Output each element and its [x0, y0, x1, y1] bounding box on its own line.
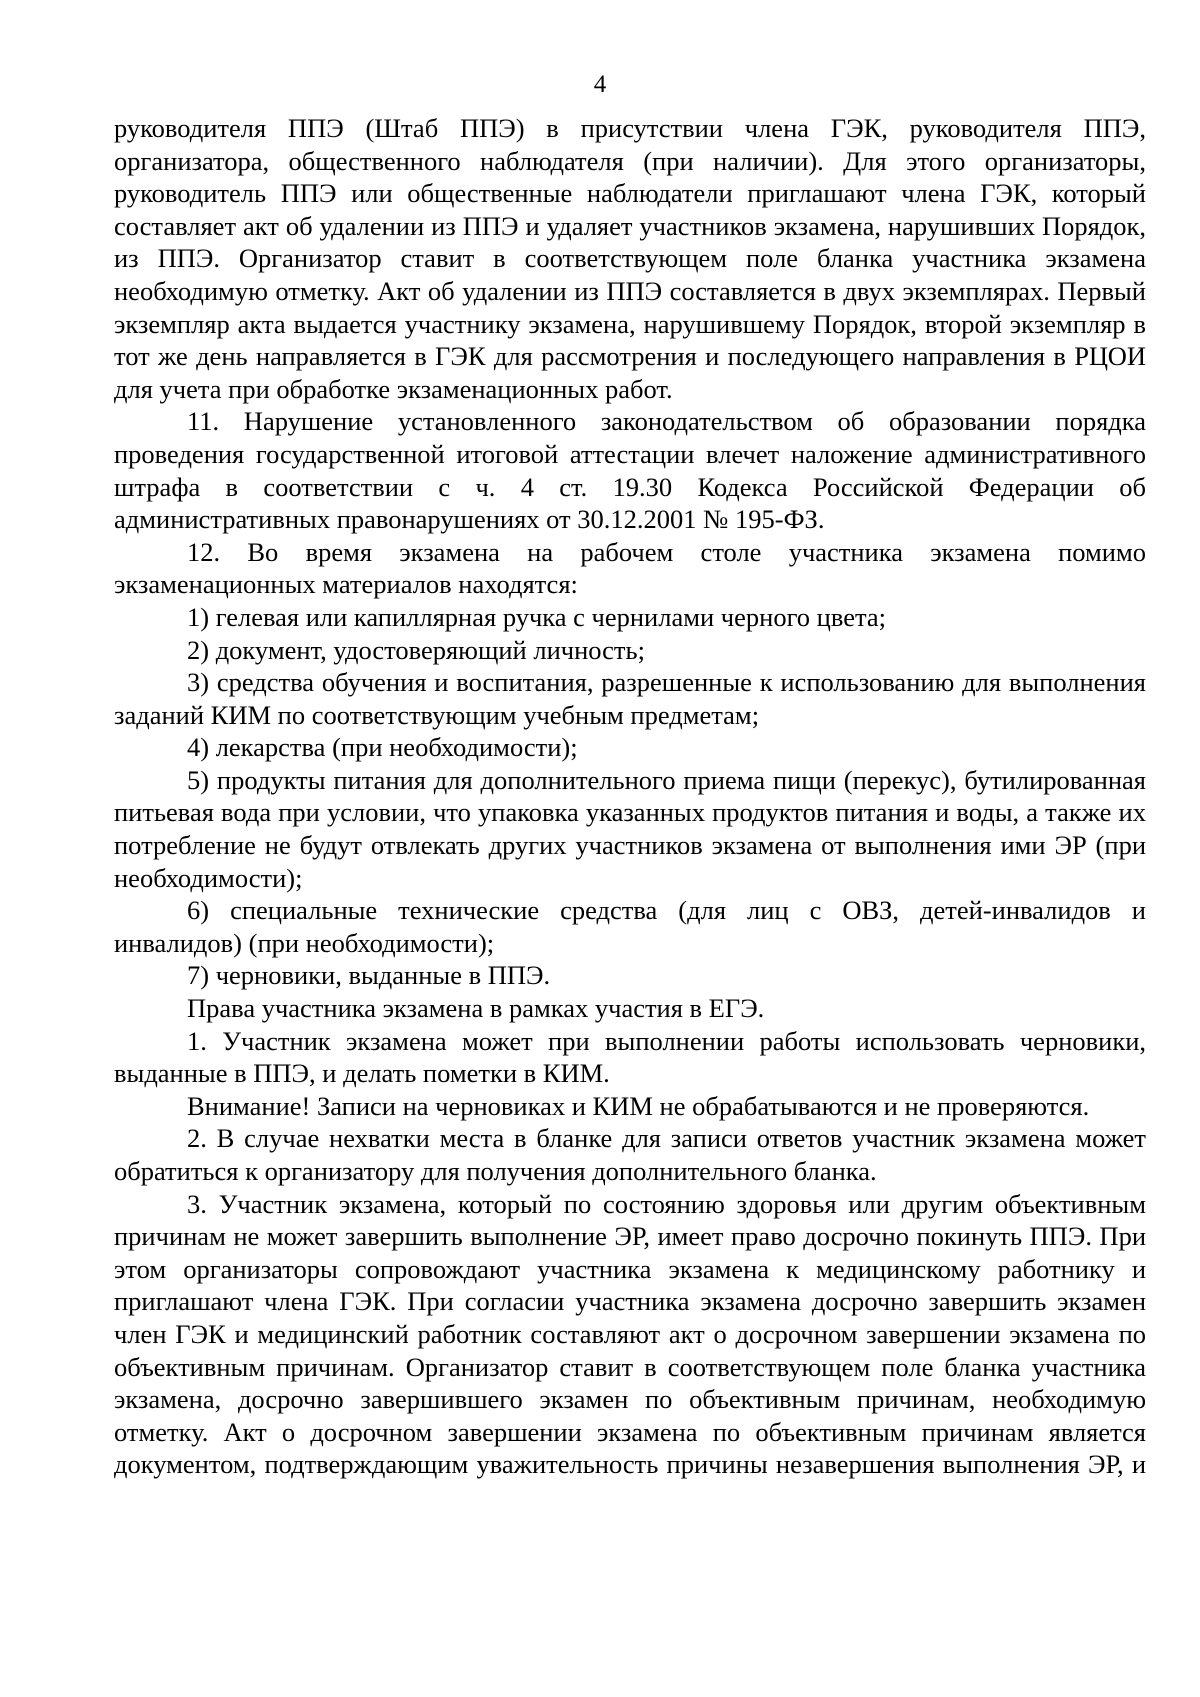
- right-1-drafts-usage: 1. Участник экзамена может при выполнении работы использовать черновики, выданные в ППЭ, и делать пометки в КИМ.: [114, 1025, 1146, 1089]
- paragraph-12-desk-materials: 12. Во время экзамена на рабочем столе участника экзамена помимо экзаменационных материалов находятся:: [114, 536, 1146, 600]
- right-2-additional-form: 2. В случае нехватки места в бланке для записи ответов участник экзамена может обратиться к организатору для получения дополнительного бланка.: [114, 1123, 1146, 1186]
- section-heading-participant-rights: Права участника экзамена в рамках участия в ЕГЭ.: [187, 993, 765, 1024]
- list-item-teaching-aids: 3) средства обучения и воспитания, разрешенные к использованию для выполнения заданий КИМ по соответствующим учебным предметам;: [114, 667, 1146, 730]
- list-item-pen: 1) гелевая или капиллярная ручка с чернилами черного цвета;: [187, 601, 886, 632]
- list-item-id-document: 2) документ, удостоверяющий личность;: [187, 634, 645, 665]
- paragraph-11-violation-fine: 11. Нарушение установленного законодательством об образовании порядка проведения государственной итоговой аттестации влечет наложение административного штрафа в соответствии с ч. 4 ст. 19.30 Кодекса Российской Федерации об административных правонарушениях от 30.12.2001 № 195-ФЗ.: [114, 406, 1146, 535]
- document-body: [114, 112, 1146, 1481]
- attention-note-drafts-not-checked: Внимание! Записи на черновиках и КИМ не обрабатываются и не проверяются.: [187, 1090, 1090, 1121]
- list-item-food-water: 5) продукты питания для дополнительного приема пищи (перекус), бутилированная питьевая вода при условии, что упаковка указанных продуктов питания и воды, а также их потребление не будут отвлекать других участников экзамена от выполнения ими ЭР (при необходимости);: [114, 764, 1146, 893]
- list-item-special-equipment: 6) специальные технические средства (для лиц с ОВЗ, детей-инвалидов и инвалидов) (при необходимости);: [114, 895, 1146, 958]
- list-item-medicine: 4) лекарства (при необходимости);: [187, 732, 578, 763]
- right-3-early-completion: 3. Участник экзамена, который по состоянию здоровья или другим объективным причинам не может завершить выполнение ЭР, имеет право досрочно покинуть ППЭ. При этом организаторы сопровождают участника экзамена к медицинскому работнику и приглашают члена ГЭК. При согласии участника экзамена досрочно завершить экзамен член ГЭК и медицинский работник составляют акт о досрочном завершении экзамена по объективным причинам. Организатор ставит в соответствующем поле бланка участника экзамена, досрочно завершившего экзамен по объективным причинам, необходимую отметку. Акт о досрочном завершении экзамена по объективным причинам является документом, подтверждающим уважительность причины незавершения выполнения ЭР, и: [114, 1188, 1146, 1480]
- list-item-drafts: 7) черновики, выданные в ППЭ.: [187, 960, 551, 991]
- paragraph-continuation-removal-act: руководителя ППЭ (Штаб ППЭ) в присутствии члена ГЭК, руководителя ППЭ, организатора, общественного наблюдателя (при наличии). Для этого организаторы, руководитель ППЭ или общественные наблюдатели приглашают члена ГЭК, который составляет акт об удалении из ППЭ и удаляет участников экзамена, нарушивших Порядок, из ППЭ. Организатор ставит в соответствующем поле бланка участника экзамена необходимую отметку. Акт об удалении из ППЭ составляется в двух экземплярах. Первый экземпляр акта выдается участнику экзамена, нарушившему Порядок, второй экземпляр в тот же день направляется в ГЭК для рассмотрения и последующего направления в РЦОИ для учета при обработке экзаменационных работ.: [114, 113, 1146, 404]
- page-number: 4: [593, 71, 607, 98]
